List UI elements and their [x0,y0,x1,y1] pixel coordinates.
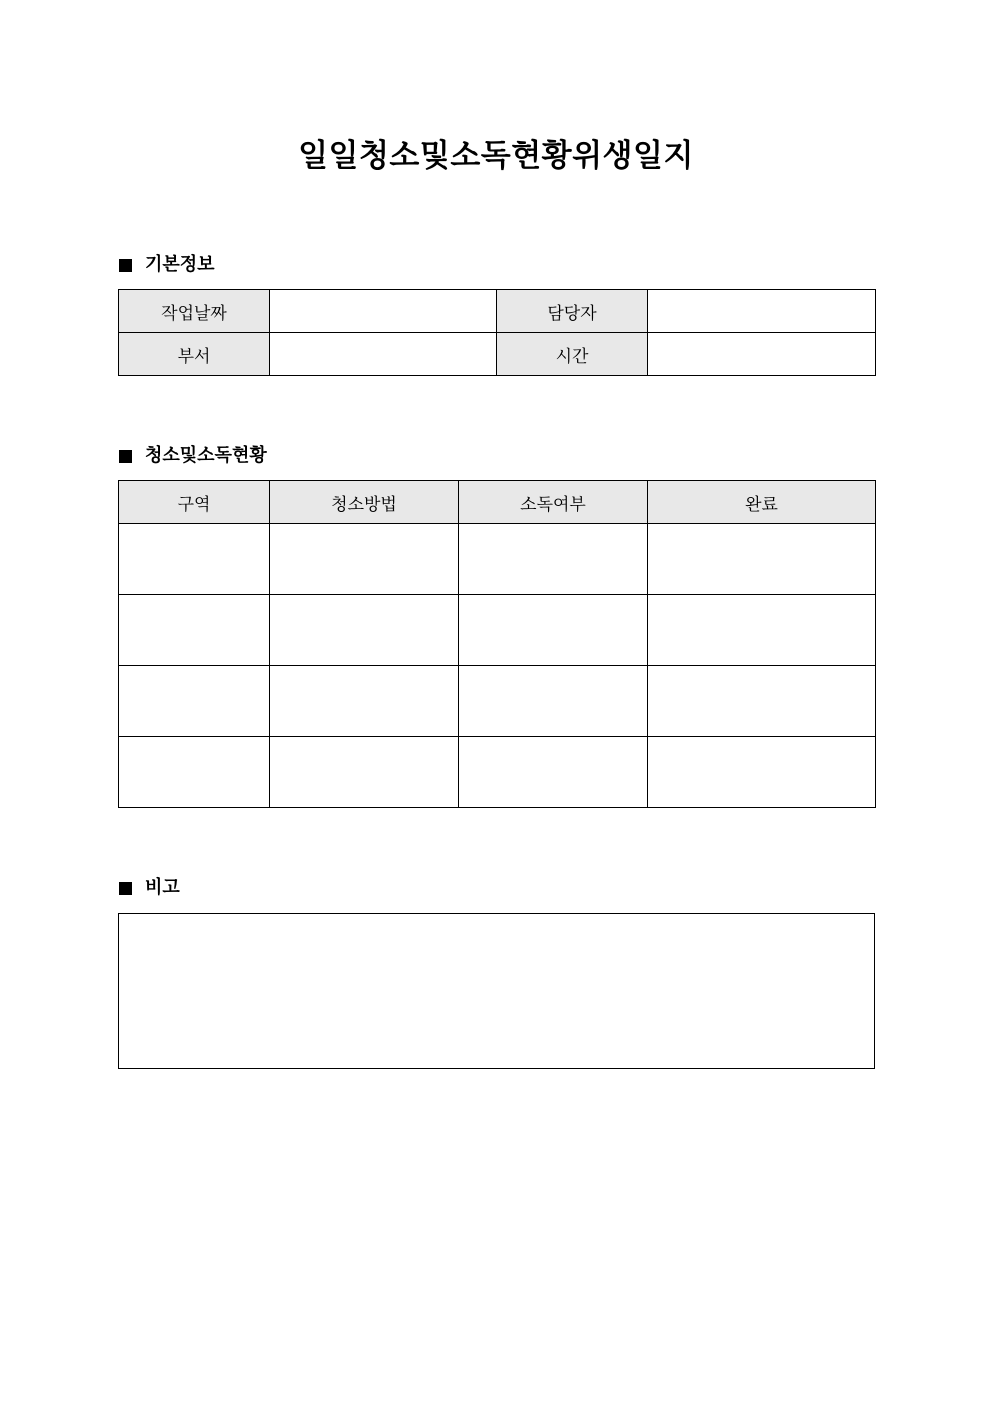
section-heading-basic-info [119,254,215,276]
column-header-completed: 완료 [648,481,876,524]
remarks-field[interactable] [118,913,875,1069]
disinfected-cell[interactable] [459,595,648,666]
area-cell[interactable] [119,737,270,808]
table-row [119,524,876,595]
section-heading-label: 청소및소독현황 [145,445,267,466]
table-row [119,737,876,808]
section-heading-label: 비고 [145,877,180,898]
disinfected-cell[interactable] [459,666,648,737]
cleaning-method-cell[interactable] [270,737,459,808]
time-field[interactable] [648,333,876,376]
table-row [119,666,876,737]
area-cell[interactable] [119,666,270,737]
column-header-cleaning-method: 청소방법 [270,481,459,524]
square-bullet-icon [119,450,132,463]
completed-cell[interactable] [648,595,876,666]
table-row [119,290,876,333]
completed-cell[interactable] [648,524,876,595]
disinfected-cell[interactable] [459,737,648,808]
area-cell[interactable] [119,595,270,666]
table-row [119,333,876,376]
work-date-label: 작업날짜 [119,290,270,333]
manager-field[interactable] [648,290,876,333]
manager-label: 담당자 [497,290,648,333]
cleaning-method-cell[interactable] [270,666,459,737]
table-row [119,595,876,666]
column-header-disinfected: 소독여부 [459,481,648,524]
cleaning-method-cell[interactable] [270,524,459,595]
disinfected-cell[interactable] [459,524,648,595]
section-heading-cleaning-status [119,445,267,467]
department-label: 부서 [119,333,270,376]
column-header-area: 구역 [119,481,270,524]
square-bullet-icon [119,259,132,272]
completed-cell[interactable] [648,666,876,737]
section-heading-remarks [119,877,180,899]
document-title: 일일청소및소독현황위생일지 [298,138,694,174]
area-cell[interactable] [119,524,270,595]
cleaning-status-table [118,480,876,808]
cleaning-method-cell[interactable] [270,595,459,666]
table-header-row [119,481,876,524]
basic-info-table [118,289,876,376]
section-heading-label: 기본정보 [145,254,215,275]
work-date-field[interactable] [270,290,497,333]
department-field[interactable] [270,333,497,376]
completed-cell[interactable] [648,737,876,808]
square-bullet-icon [119,882,132,895]
time-label: 시간 [497,333,648,376]
